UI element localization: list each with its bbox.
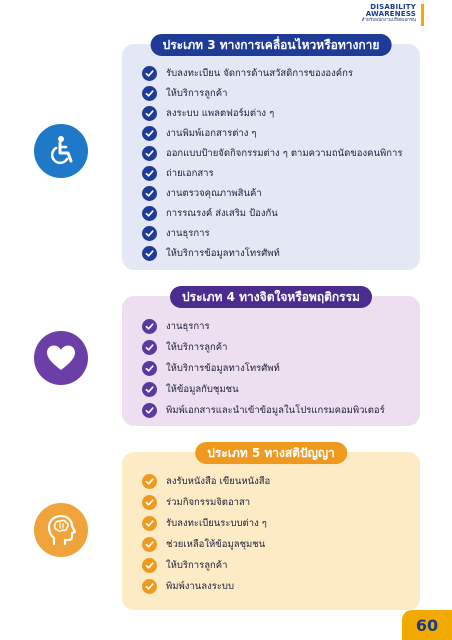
check-icon bbox=[142, 340, 157, 355]
list-item bbox=[142, 358, 414, 379]
item-text: ให้บริการลูกค้า bbox=[166, 87, 228, 99]
check-icon bbox=[142, 382, 157, 397]
heart-icon bbox=[34, 331, 88, 385]
item-text: พิมพ์เอกสารและนำเข้าข้อมูลในโปรแกรมคอมพิวเตอร์ bbox=[166, 405, 385, 416]
list-item bbox=[142, 143, 414, 163]
check-icon bbox=[142, 66, 157, 81]
item-text: งานธุรการ bbox=[166, 227, 210, 239]
brand-line-2: AWARENESS bbox=[365, 10, 416, 19]
list-item bbox=[142, 223, 414, 243]
check-icon bbox=[142, 495, 157, 510]
item-text: ลงระบบ แพลตฟอร์มต่าง ๆ bbox=[166, 107, 275, 119]
check-icon bbox=[142, 474, 157, 489]
check-icon bbox=[142, 186, 157, 201]
item-text: ช่วยเหลือให้ข้อมูลชุมชน bbox=[166, 539, 266, 550]
list-item bbox=[142, 555, 414, 576]
item-text: รับลงทะเบียน จัดการด้านสวัสดิการขององค์กร bbox=[166, 67, 353, 79]
list-item bbox=[142, 123, 414, 143]
item-text: งานตรวจคุณภาพสินค้า bbox=[166, 187, 262, 199]
section-title: ประเภท 5 ทางสติปัญญา bbox=[195, 442, 347, 464]
list-item bbox=[142, 337, 414, 358]
item-text: ออกแบบป้ายจัดกิจกรรมต่าง ๆ ตามความถนัดของคนพิการ bbox=[166, 147, 403, 159]
wheelchair-icon bbox=[34, 124, 88, 178]
check-icon bbox=[142, 403, 157, 418]
check-icon bbox=[142, 579, 157, 594]
brand-line-3: สำหรับพนักงานบริษัทเอกชน bbox=[361, 17, 416, 23]
item-text: ลงรับหนังสือ เขียนหนังสือ bbox=[166, 476, 271, 487]
check-icon bbox=[142, 226, 157, 241]
item-text: ให้บริการข้อมูลทางโทรศัพท์ bbox=[166, 247, 280, 259]
item-text: ให้บริการลูกค้า bbox=[166, 342, 228, 353]
brand-line-1: DISABILITY bbox=[370, 3, 416, 11]
item-text: งานธุรการ bbox=[166, 321, 210, 332]
list-item bbox=[142, 513, 414, 534]
section-title: ประเภท 3 ทางการเคลื่อนไหวหรือทางกาย bbox=[151, 34, 392, 56]
brand-accent-bar bbox=[421, 4, 424, 26]
item-list bbox=[142, 316, 414, 421]
list-item bbox=[142, 203, 414, 223]
list-item bbox=[142, 243, 414, 263]
check-icon bbox=[142, 206, 157, 221]
brain-head-icon bbox=[34, 503, 88, 557]
check-icon bbox=[142, 516, 157, 531]
check-icon bbox=[142, 126, 157, 141]
list-item bbox=[142, 63, 414, 83]
list-item bbox=[142, 379, 414, 400]
list-item bbox=[142, 534, 414, 555]
list-item bbox=[142, 163, 414, 183]
item-text: ให้บริการข้อมูลทางโทรศัพท์ bbox=[166, 363, 280, 374]
item-text: รับลงทะเบียนระบบต่าง ๆ bbox=[166, 518, 267, 529]
list-item bbox=[142, 492, 414, 513]
list-item bbox=[142, 576, 414, 597]
list-item bbox=[142, 471, 414, 492]
list-item bbox=[142, 83, 414, 103]
item-text: ถ่ายเอกสาร bbox=[166, 167, 214, 179]
item-text: พิมพ์งานลงระบบ bbox=[166, 581, 234, 592]
check-icon bbox=[142, 537, 157, 552]
section-title: ประเภท 4 ทางจิตใจหรือพฤติกรรม bbox=[170, 286, 372, 308]
list-item bbox=[142, 400, 414, 421]
check-icon bbox=[142, 146, 157, 161]
check-icon bbox=[142, 86, 157, 101]
section-type-3 bbox=[122, 37, 420, 270]
item-text: ให้บริการลูกค้า bbox=[166, 560, 228, 571]
check-icon bbox=[142, 319, 157, 334]
list-item bbox=[142, 316, 414, 337]
check-icon bbox=[142, 558, 157, 573]
item-text: การรณรงค์ ส่งเสริม ป้องกัน bbox=[166, 207, 278, 219]
check-icon bbox=[142, 166, 157, 181]
section-type-5 bbox=[122, 445, 420, 610]
check-icon bbox=[142, 106, 157, 121]
list-item bbox=[142, 103, 414, 123]
check-icon bbox=[142, 361, 157, 376]
item-text: ให้ข้อมูลกับชุมชน bbox=[166, 384, 239, 395]
page-number: 60 bbox=[402, 610, 452, 640]
item-list bbox=[142, 471, 414, 597]
brand-header bbox=[362, 4, 416, 23]
item-text: งานพิมพ์เอกสารต่าง ๆ bbox=[166, 127, 257, 139]
item-list bbox=[142, 63, 414, 263]
section-type-4 bbox=[122, 289, 420, 426]
item-text: ร่วมกิจกรรมจิตอาสา bbox=[166, 497, 251, 508]
check-icon bbox=[142, 246, 157, 261]
list-item bbox=[142, 183, 414, 203]
